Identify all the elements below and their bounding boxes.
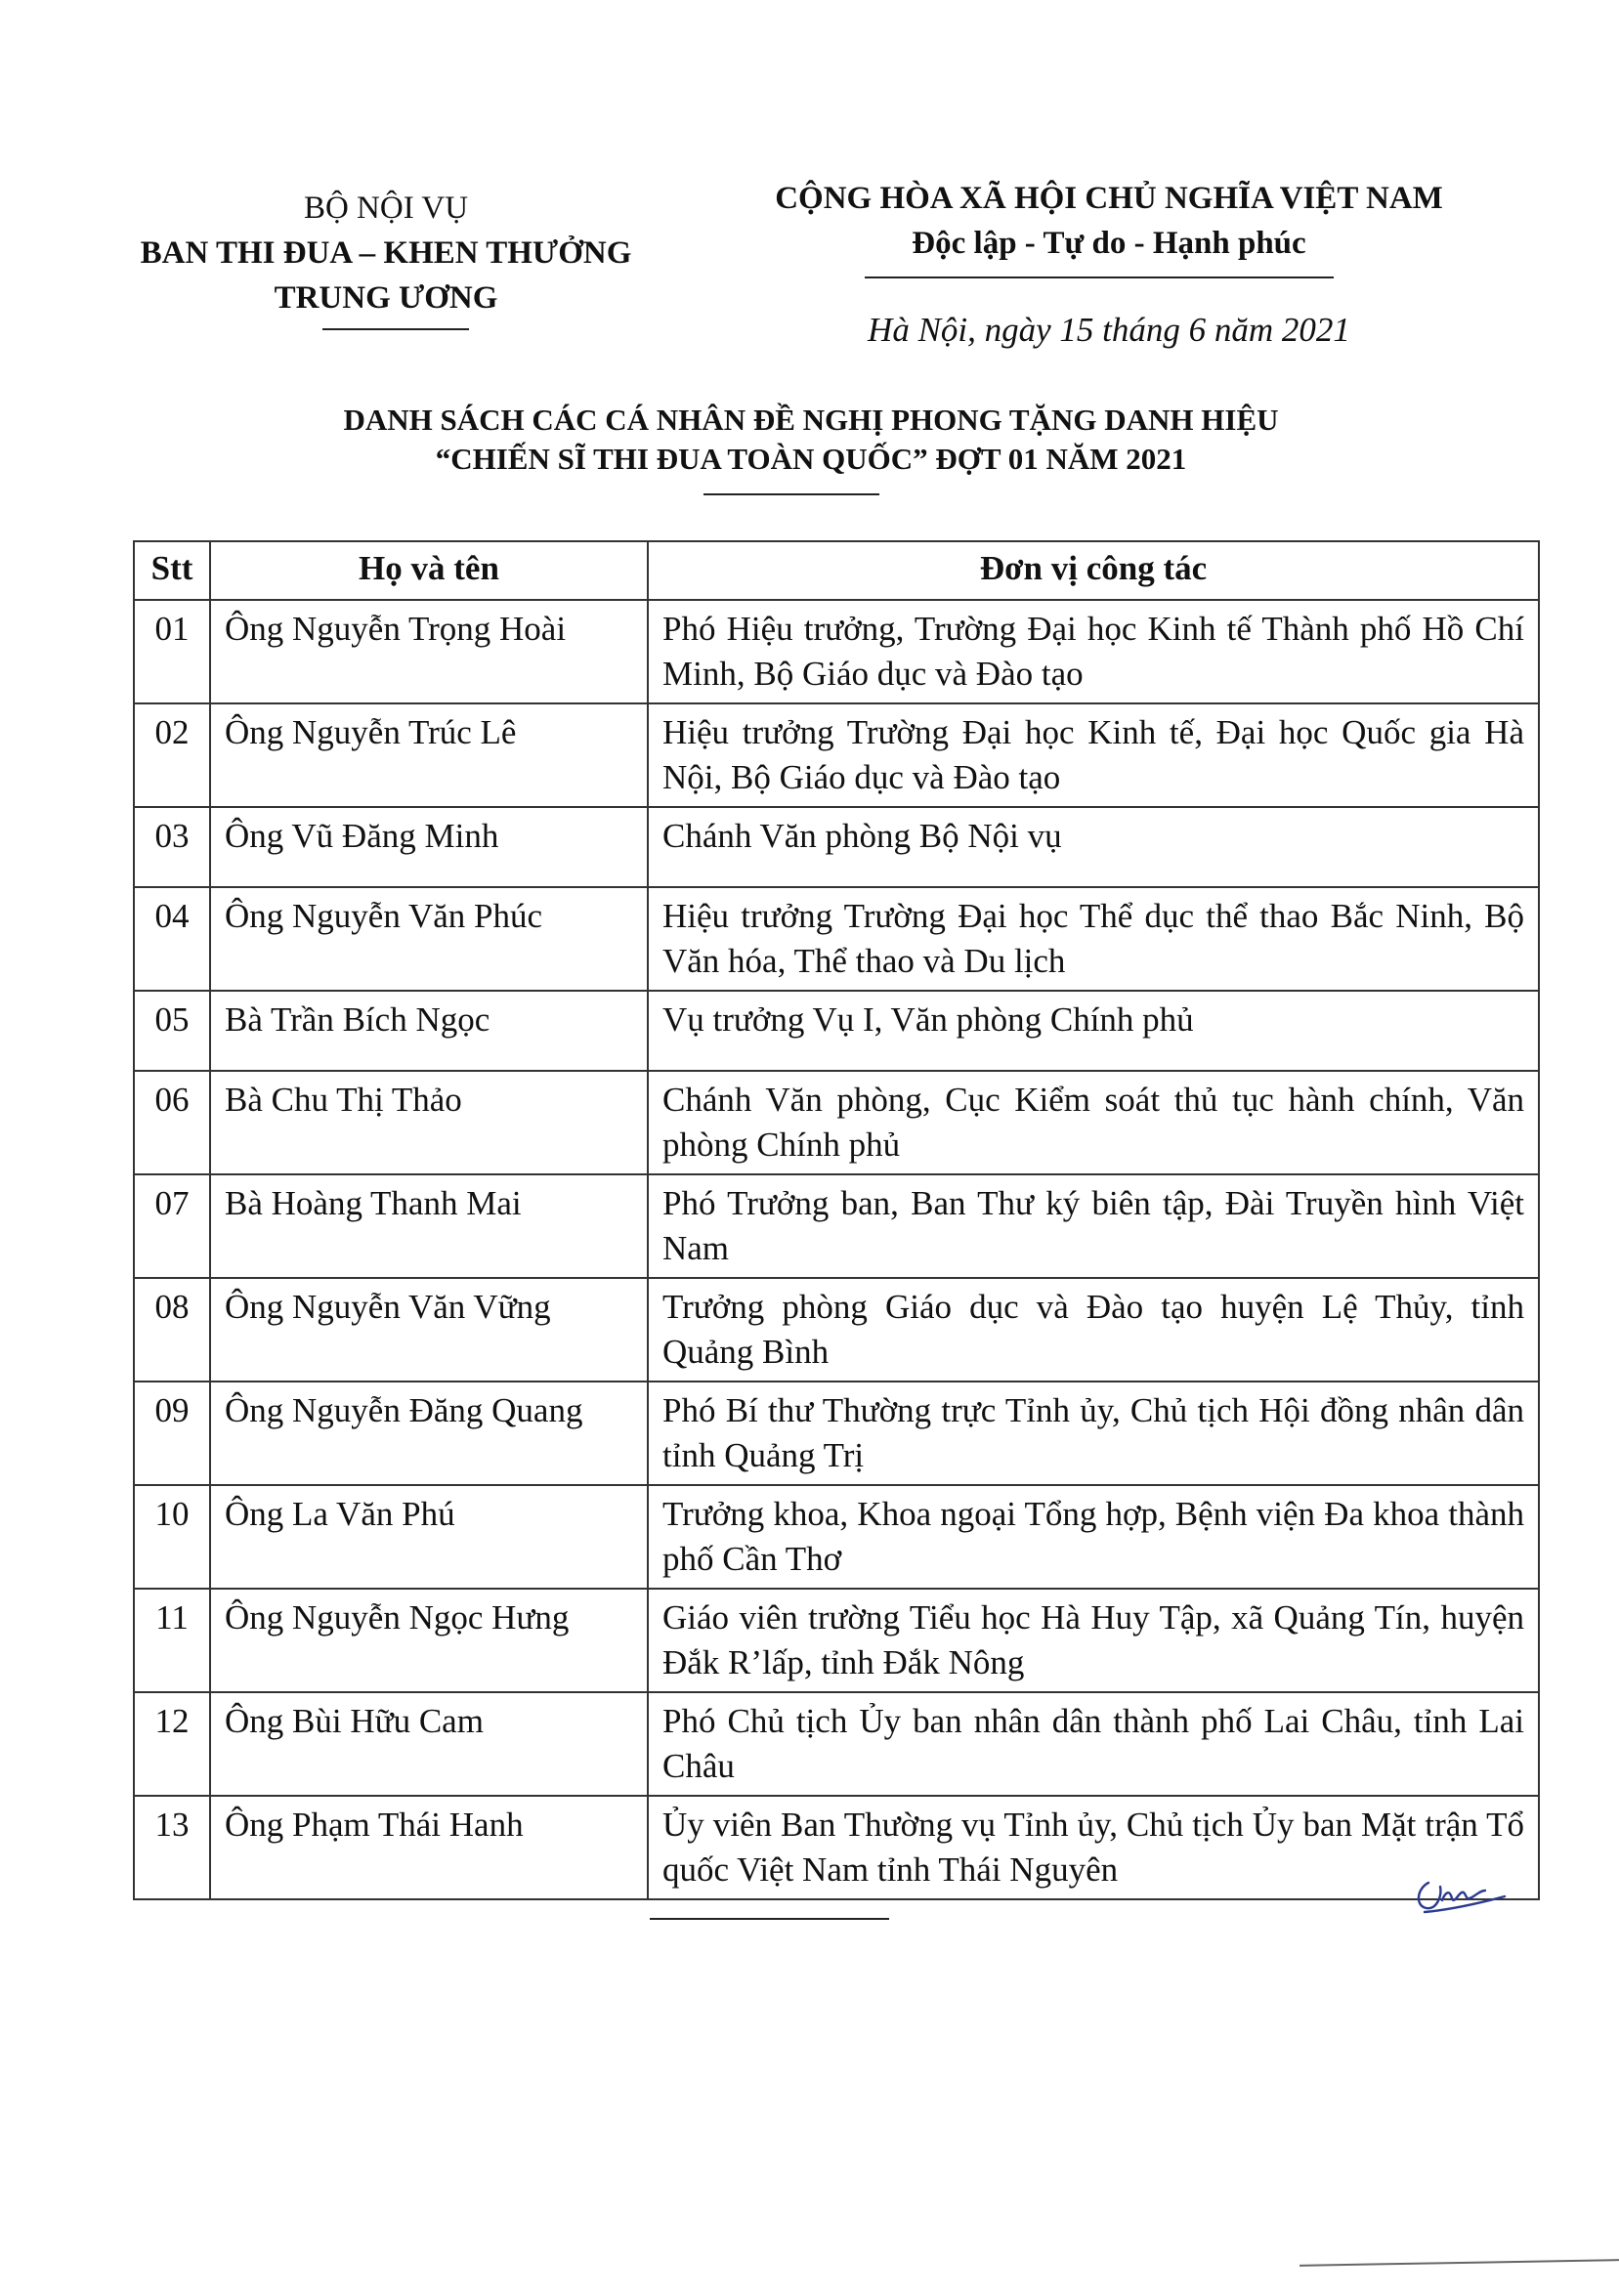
issuing-agency-header: [107, 186, 664, 320]
table-row: [134, 1485, 1539, 1589]
row-unit: Phó Hiệu trưởng, Trường Đại học Kinh tế Thành phố Hồ Chí Minh, Bộ Giáo dục và Đào tạo: [648, 600, 1539, 703]
table-row: [134, 1382, 1539, 1485]
table-header-row: [134, 541, 1539, 600]
date-line: Hà Nội, ngày 15 tháng 6 năm 2021: [868, 311, 1350, 349]
row-name: Ông Vũ Đăng Minh: [210, 807, 648, 887]
nominee-table: [133, 540, 1540, 1900]
national-motto: Độc lập - Tự do - Hạnh phúc: [912, 226, 1306, 261]
board-name-cont: TRUNG ƯƠNG: [274, 280, 498, 316]
row-unit: Hiệu trưởng Trường Đại học Kinh tế, Đại học Quốc gia Hà Nội, Bộ Giáo dục và Đào tạo: [648, 703, 1539, 807]
row-unit: Chánh Văn phòng Bộ Nội vụ: [648, 807, 1539, 887]
row-name: Ông Nguyễn Văn Vững: [210, 1278, 648, 1382]
table-row: [134, 1692, 1539, 1796]
country-name: CỘNG HÒA XÃ HỘI CHỦ NGHĨA VIỆT NAM: [775, 181, 1443, 216]
row-name: Ông Nguyễn Trọng Hoài: [210, 600, 648, 703]
row-stt: 02: [134, 703, 210, 807]
row-stt: 07: [134, 1174, 210, 1278]
row-name: Ông La Văn Phú: [210, 1485, 648, 1589]
row-name: Bà Trần Bích Ngọc: [210, 991, 648, 1071]
document-title: [127, 401, 1495, 479]
table-row: [134, 703, 1539, 807]
table-row: [134, 1796, 1539, 1899]
row-name: Ông Phạm Thái Hanh: [210, 1796, 648, 1899]
motto-underline: [865, 276, 1334, 278]
closing-rule: [650, 1918, 889, 1920]
table-row: [134, 1174, 1539, 1278]
row-stt: 12: [134, 1692, 210, 1796]
row-stt: 03: [134, 807, 210, 887]
row-unit: Vụ trưởng Vụ I, Văn phòng Chính phủ: [648, 991, 1539, 1071]
row-unit: Phó Bí thư Thường trực Tỉnh ủy, Chủ tịch Hội đồng nhân dân tỉnh Quảng Trị: [648, 1382, 1539, 1485]
row-stt: 13: [134, 1796, 210, 1899]
left-header-underline: [322, 328, 469, 330]
row-unit: Hiệu trưởng Trường Đại học Thể dục thể thao Bắc Ninh, Bộ Văn hóa, Thể thao và Du lịch: [648, 887, 1539, 991]
row-stt: 01: [134, 600, 210, 703]
row-unit: Chánh Văn phòng, Cục Kiểm soát thủ tục hành chính, Văn phòng Chính phủ: [648, 1071, 1539, 1174]
table-row: [134, 1071, 1539, 1174]
board-name: BAN THI ĐUA – KHEN THƯỞNG: [140, 235, 632, 271]
row-stt: 05: [134, 991, 210, 1071]
scan-edge-line: [1299, 2259, 1619, 2267]
row-stt: 06: [134, 1071, 210, 1174]
row-name: Ông Nguyễn Trúc Lê: [210, 703, 648, 807]
table-row: [134, 887, 1539, 991]
table-row: [134, 600, 1539, 703]
row-unit: Trưởng phòng Giáo dục và Đào tạo huyện Lệ Thủy, tỉnh Quảng Bình: [648, 1278, 1539, 1382]
column-header-name: Họ và tên: [210, 541, 648, 600]
row-name: Ông Nguyễn Văn Phúc: [210, 887, 648, 991]
row-name: Ông Nguyễn Đăng Quang: [210, 1382, 648, 1485]
row-stt: 10: [134, 1485, 210, 1589]
table-row: [134, 991, 1539, 1071]
handwritten-initial-mark: [1407, 1861, 1514, 1920]
row-unit: Trưởng khoa, Khoa ngoại Tổng hợp, Bệnh viện Đa khoa thành phố Cần Thơ: [648, 1485, 1539, 1589]
row-name: Ông Nguyễn Ngọc Hưng: [210, 1589, 648, 1692]
title-underline: [703, 493, 879, 495]
national-header: [718, 176, 1500, 266]
row-stt: 09: [134, 1382, 210, 1485]
document-title-line2: “CHIẾN SĨ THI ĐUA TOÀN QUỐC” ĐỢT 01 NĂM 2021: [435, 442, 1187, 476]
row-unit: Phó Trưởng ban, Ban Thư ký biên tập, Đài Truyền hình Việt Nam: [648, 1174, 1539, 1278]
row-stt: 04: [134, 887, 210, 991]
table-row: [134, 1278, 1539, 1382]
document-title-line1: DANH SÁCH CÁC CÁ NHÂN ĐỀ NGHỊ PHONG TẶNG DANH HIỆU: [343, 403, 1279, 437]
row-stt: 11: [134, 1589, 210, 1692]
row-name: Bà Hoàng Thanh Mai: [210, 1174, 648, 1278]
row-stt: 08: [134, 1278, 210, 1382]
row-name: Bà Chu Thị Thảo: [210, 1071, 648, 1174]
column-header-unit: Đơn vị công tác: [648, 541, 1539, 600]
table-row: [134, 807, 1539, 887]
row-name: Ông Bùi Hữu Cam: [210, 1692, 648, 1796]
table-row: [134, 1589, 1539, 1692]
ministry-name: BỘ NỘI VỤ: [303, 191, 469, 226]
row-unit: Giáo viên trường Tiểu học Hà Huy Tập, xã Quảng Tín, huyện Đắk R’lấp, tỉnh Đắk Nông: [648, 1589, 1539, 1692]
column-header-stt: Stt: [134, 541, 210, 600]
row-unit: Phó Chủ tịch Ủy ban nhân dân thành phố Lai Châu, tỉnh Lai Châu: [648, 1692, 1539, 1796]
row-unit: Ủy viên Ban Thường vụ Tỉnh ủy, Chủ tịch Ủy ban Mặt trận Tổ quốc Việt Nam tỉnh Thái Nguyên: [648, 1796, 1539, 1899]
